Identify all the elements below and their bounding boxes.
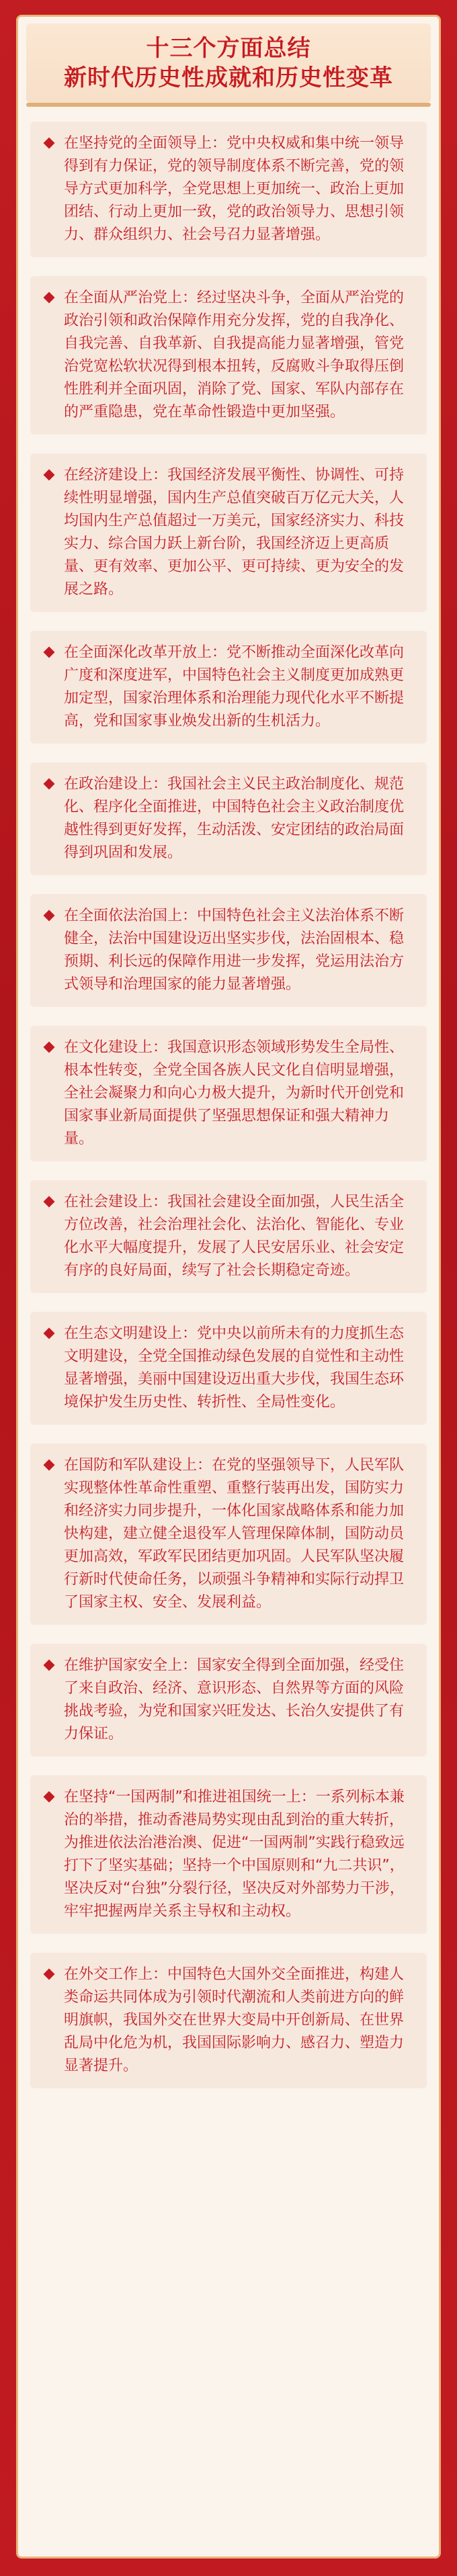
diamond-bullet-icon bbox=[44, 1328, 55, 1339]
title-line-2: 新时代历史性成就和历史性变革 bbox=[64, 64, 393, 91]
item-text: 在社会建设上：我国社会建设全面加强，人民生活全方位改善，社会治理社会化、法治化、智能化、专业化水平大幅度提升，发展了人民安居乐业、社会安定有序的良好局面，续写了社会长期稳定奇迹。 bbox=[64, 1194, 405, 1279]
list-item bbox=[30, 122, 427, 257]
diamond-bullet-icon bbox=[44, 779, 55, 790]
item-text: 在外交工作上：中国特色大国外交全面推进，构建人类命运共同体成为引领时代潮流和人类前进方向的鲜明旗帜，我国外交在世界大变局中开创新局、在世界乱局中化危为机，我国国际影响力、感召力、塑造力显著提升。 bbox=[64, 1966, 405, 2074]
list-item bbox=[30, 894, 427, 1007]
item-text: 在全面依法治国上：中国特色社会主义法治体系不断健全，法治中国建设迈出坚实步伐，法治固根本、稳预期、利长远的保障作用进一步发挥，党运用法治方式领导和治理国家的能力显著增强。 bbox=[64, 907, 405, 993]
item-text: 在文化建设上：我国意识形态领域形势发生全局性、根本性转变，全党全国各族人民文化自信明显增强，全社会凝聚力和向心力极大提升，为新时代开创党和国家事业新局面提供了坚强思想保证和强大精神力量。 bbox=[64, 1039, 405, 1147]
item-text: 在国防和军队建设上：在党的坚强领导下，人民军队实现整体性革命性重塑、重整行装再出发，国防实力和经济实力同步提升，一体化国家战略体系和能力加快构建，建立健全退役军人管理保障体制，国防动员更加高效，军政军民团结更加巩固。人民军队坚决履行新时代使命任务，以顽强斗争精神和实际行动捍卫了国家主权、安全、发展利益。 bbox=[64, 1457, 405, 1611]
list-item bbox=[30, 762, 427, 875]
list-item bbox=[30, 1180, 427, 1293]
item-text: 在全面深化改革开放上：党不断推动全面深化改革向广度和深度进军，中国特色社会主义制度更加成熟更加定型，国家治理体系和治理能力现代化水平不断提高，党和国家事业焕发出新的生机活力。 bbox=[64, 644, 405, 729]
diamond-bullet-icon bbox=[44, 1969, 55, 1980]
diamond-bullet-icon bbox=[44, 1791, 55, 1803]
item-text: 在政治建设上：我国社会主义民主政治制度化、规范化、程序化全面推进，中国特色社会主义政治制度优越性得到更好发挥，生动活泼、安定团结的政治局面得到巩固和发展。 bbox=[64, 776, 405, 861]
item-text: 在生态文明建设上：党中央以前所未有的力度抓生态文明建设，全党全国推动绿色发展的自觉性和主动性显著增强，美丽中国建设迈出重大步伐，我国生态环境保护发生历史性、转折性、全局性变化。 bbox=[64, 1325, 405, 1411]
diamond-bullet-icon bbox=[44, 1660, 55, 1671]
item-text: 在全面从严治党上：经过坚决斗争，全面从严治党的政治引领和政治保障作用充分发挥，党的自我净化、自我完善、自我革新、自我提高能力显著增强，管党治党宽松软状况得到根本扭转，反腐败斗争取得压倒性胜利并全面巩固，消除了党、国家、军队内部存在的严重隐患，党在革命性锻造中更加坚强。 bbox=[64, 290, 405, 420]
diamond-bullet-icon bbox=[44, 647, 55, 658]
diamond-bullet-icon bbox=[44, 1042, 55, 1053]
diamond-bullet-icon bbox=[44, 910, 55, 922]
list-item bbox=[30, 1312, 427, 1425]
list-item bbox=[30, 453, 427, 612]
diamond-bullet-icon bbox=[44, 1196, 55, 1208]
diamond-bullet-icon bbox=[44, 1460, 55, 1471]
diamond-bullet-icon bbox=[44, 138, 55, 149]
item-text: 在坚持党的全面领导上：党中央权威和集中统一领导得到有力保证，党的领导制度体系不断完善，党的领导方式更加科学，全党思想上更加统一、政治上更加团结、行动上更加一致，党的政治领导力、思想引领力、群众组织力、社会号召力显著增强。 bbox=[64, 135, 405, 243]
list-item bbox=[30, 1026, 427, 1161]
item-text: 在坚持“一国两制”和推进祖国统一上：一系列标本兼治的举措，推动香港局势实现由乱到治的重大转折，为推进依法治港治澳、促进“一国两制”实践行稳致远打下了坚实基础；坚持一个中国原则和“九二共识”，坚决反对“台独”分裂行径，坚决反对外部势力干涉，牢牢把握两岸关系主导权和主动权。 bbox=[64, 1789, 405, 1920]
item-text: 在维护国家安全上：国家安全得到全面加强，经受住了来自政治、经济、意识形态、自然界等方面的风险挑战考验，为党和国家兴旺发达、长治久安提供了有力保证。 bbox=[64, 1657, 405, 1742]
list-item bbox=[30, 276, 427, 435]
list-item bbox=[30, 1644, 427, 1757]
item-text: 在经济建设上：我国经济发展平衡性、协调性、可持续性明显增强，国内生产总值突破百万亿元大关，人均国内生产总值超过一万美元，国家经济实力、科技实力、综合国力跃上新台阶，我国经济迈上更高质量、更有效率、更加公平、更可持续、更为安全的发展之路。 bbox=[64, 467, 405, 598]
list-item bbox=[30, 1444, 427, 1625]
diamond-bullet-icon bbox=[44, 292, 55, 304]
achievement-list bbox=[18, 107, 439, 2088]
title-banner bbox=[26, 24, 431, 103]
list-item bbox=[30, 631, 427, 744]
title-line-1: 十三个方面总结 bbox=[146, 35, 311, 62]
diamond-bullet-icon bbox=[44, 470, 55, 481]
list-item bbox=[30, 1953, 427, 2088]
content-frame bbox=[16, 15, 441, 2559]
list-item bbox=[30, 1775, 427, 1934]
